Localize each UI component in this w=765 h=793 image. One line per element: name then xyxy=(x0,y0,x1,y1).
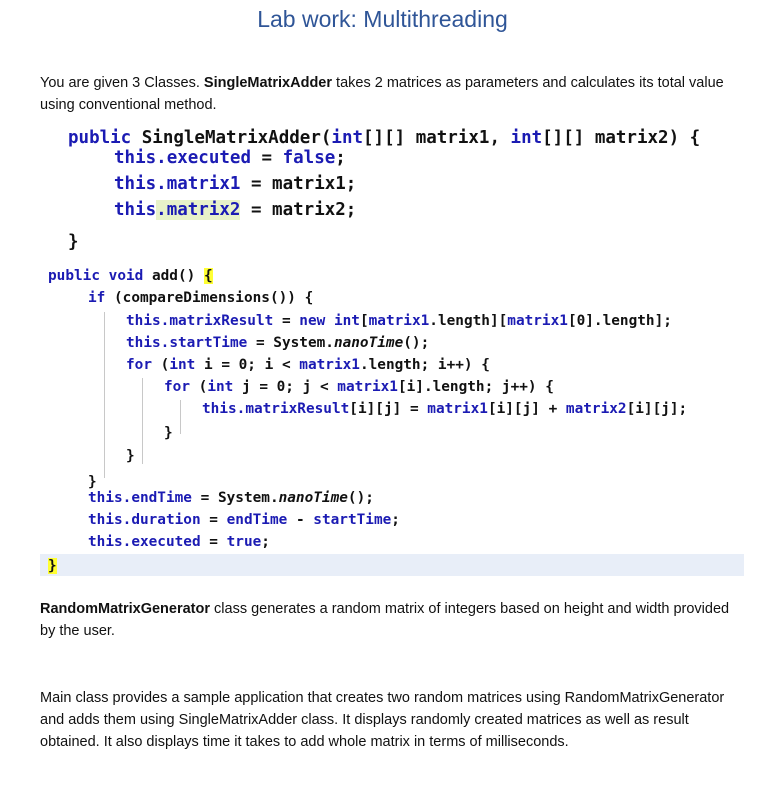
code-field-highlighted: .matrix2 xyxy=(156,200,241,220)
code-text: [0].length]; xyxy=(567,313,672,329)
code-text: .length][ xyxy=(429,313,508,329)
main-class-paragraph xyxy=(40,687,740,753)
code-line xyxy=(88,512,400,534)
code-text: (); xyxy=(347,490,374,506)
indent-guide xyxy=(104,312,105,478)
code-line xyxy=(88,290,313,312)
code-keyword: new xyxy=(299,313,326,329)
code-line xyxy=(88,490,374,512)
code-field: endTime xyxy=(226,512,288,528)
generator-class-name: RandomMatrixGenerator xyxy=(40,601,211,617)
code-text: [ xyxy=(359,313,369,329)
code-field: .endTime xyxy=(122,490,192,506)
code-field: .matrix1 xyxy=(156,174,241,194)
code-method: nanoTime xyxy=(333,335,404,351)
code-field: .matrixResult xyxy=(160,313,274,329)
random-generator-paragraph xyxy=(40,598,740,642)
current-line-highlight xyxy=(40,554,744,576)
code-keyword: this xyxy=(88,512,123,528)
code-line xyxy=(164,425,173,447)
code-keyword: public xyxy=(68,128,132,148)
code-text: ; xyxy=(335,148,346,168)
indent-guide xyxy=(180,400,181,434)
code-keyword: for xyxy=(164,379,190,395)
code-line xyxy=(126,448,135,470)
code-text: j = 0; j < xyxy=(233,379,338,395)
add-method-code-block xyxy=(48,268,688,574)
code-text: SingleMatrixAdder( xyxy=(131,128,332,148)
code-keyword: if xyxy=(88,290,106,306)
intro-class-name: SingleMatrixAdder xyxy=(203,75,333,91)
code-text: (compareDimensions()) { xyxy=(105,290,314,306)
code-line xyxy=(48,268,213,290)
code-text: ( xyxy=(152,357,170,373)
intro-text-end: takes 2 matrices as parameters and calculates its total value using conventional method. xyxy=(40,75,724,113)
code-line xyxy=(126,313,672,335)
code-brace: } xyxy=(88,474,97,490)
intro-paragraph xyxy=(40,72,740,116)
code-field: matrix1 xyxy=(299,357,360,373)
code-field: matrix2 xyxy=(565,401,627,417)
code-line xyxy=(114,148,346,174)
code-field: .startTime xyxy=(160,335,248,351)
code-line xyxy=(48,558,57,580)
indent-guide xyxy=(142,378,143,464)
code-line xyxy=(126,357,490,379)
main-class-text: Main class provides a sample application that creates two random matrices using RandomMatrixGenerator and adds them using SingleMatrixAdder class. It displays randomly created matrices as well as result obtained. It also displays time it takes to add whole matrix in terms of milliseconds. xyxy=(40,690,725,750)
code-text: [][] matrix1, xyxy=(363,128,511,148)
code-text: [i][j] + xyxy=(487,401,566,417)
code-field: .matrixResult xyxy=(236,401,350,417)
code-text: ( xyxy=(190,379,208,395)
code-text: [][] matrix2) { xyxy=(542,128,701,148)
code-keyword: int xyxy=(331,128,364,148)
code-keyword: this xyxy=(114,174,157,194)
code-text: = xyxy=(200,534,227,550)
code-keyword: public xyxy=(48,268,100,284)
code-line xyxy=(68,232,79,258)
code-text: = System. xyxy=(191,490,279,506)
code-text: (); xyxy=(403,335,430,351)
code-text xyxy=(100,268,109,284)
code-text: ; xyxy=(261,534,270,550)
code-text: = System. xyxy=(247,335,334,351)
code-keyword: this xyxy=(114,148,157,168)
code-line xyxy=(126,335,429,357)
code-text: = matrix2; xyxy=(240,200,357,220)
code-method: nanoTime xyxy=(278,490,348,506)
code-text: = xyxy=(200,512,227,528)
code-brace: } xyxy=(68,232,79,252)
code-line xyxy=(202,401,687,423)
code-text: .length; i++) { xyxy=(359,357,490,373)
code-field: matrix1 xyxy=(507,313,568,329)
code-text: - xyxy=(287,512,314,528)
code-brace-highlighted: { xyxy=(203,268,213,284)
code-keyword: void xyxy=(108,268,144,284)
code-line xyxy=(114,200,356,226)
code-keyword: int xyxy=(207,379,234,395)
constructor-code-block xyxy=(68,128,701,252)
code-keyword: this xyxy=(126,313,161,329)
code-field: startTime xyxy=(313,512,392,528)
code-keyword: int xyxy=(333,313,360,329)
code-keyword: int xyxy=(510,128,543,148)
code-field: .duration xyxy=(122,512,201,528)
code-brace-highlighted: } xyxy=(48,558,57,574)
code-keyword: false xyxy=(282,148,336,168)
page-title: Lab work: Multithreading xyxy=(257,6,508,32)
code-line xyxy=(164,379,554,401)
code-text: add() xyxy=(143,268,204,284)
code-field: matrix1 xyxy=(427,401,488,417)
code-keyword: true xyxy=(226,534,262,550)
code-keyword: this xyxy=(88,534,123,550)
code-text: = xyxy=(250,148,283,168)
code-keyword: this xyxy=(202,401,237,417)
code-text: [i].length; j++) { xyxy=(397,379,554,395)
generator-text: class generates a random matrix of integers based on height and width provided by the user. xyxy=(40,601,730,639)
code-field: matrix1 xyxy=(368,313,430,329)
code-text: ; xyxy=(391,512,400,528)
code-text: [i][j] = xyxy=(349,401,428,417)
code-line xyxy=(88,534,270,556)
code-keyword: this xyxy=(126,335,161,351)
code-keyword: for xyxy=(126,357,152,373)
code-text: = xyxy=(273,313,300,329)
code-brace: } xyxy=(164,425,173,441)
code-keyword: int xyxy=(169,357,196,373)
intro-text-start: You are given 3 Classes. xyxy=(40,75,204,91)
code-field: matrix1 xyxy=(337,379,398,395)
code-field: .executed xyxy=(122,534,201,550)
code-text xyxy=(325,313,334,329)
code-keyword: this xyxy=(88,490,123,506)
code-text: = matrix1; xyxy=(240,174,357,194)
code-keyword: this xyxy=(114,200,157,220)
code-brace: } xyxy=(126,448,135,464)
code-text: [i][j]; xyxy=(626,401,688,417)
code-text: i = 0; i < xyxy=(195,357,300,373)
code-line xyxy=(114,174,356,200)
code-field: .executed xyxy=(156,148,251,168)
